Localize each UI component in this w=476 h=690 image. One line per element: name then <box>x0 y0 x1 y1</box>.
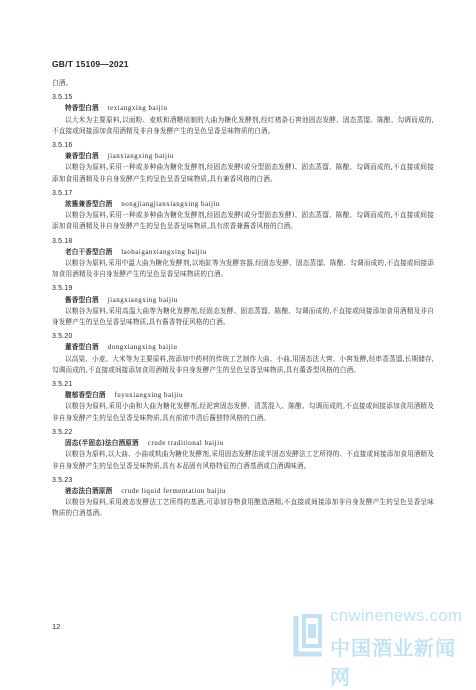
term-pinyin: jianxiangxing baijiu <box>107 152 174 161</box>
entry-number: 3.5.23 <box>52 476 73 484</box>
entry <box>52 379 434 424</box>
term-chinese: 酱香型白酒 <box>65 295 99 304</box>
entry <box>52 92 434 137</box>
term-pinyin: dongxiangxing baijiu <box>107 343 178 352</box>
entry <box>52 140 434 185</box>
term-pinyin: nongjiangjianxiangxing baijiu <box>121 200 220 209</box>
entry-term <box>52 199 434 210</box>
watermark-logo-icon <box>292 610 326 658</box>
entry-number: 3.5.19 <box>52 285 73 293</box>
entry-term <box>52 390 434 401</box>
document-body <box>52 78 434 520</box>
entry-term <box>52 247 434 258</box>
entry-term <box>52 438 434 449</box>
entry-definition: 以粮谷为原料,采用一种或多种曲为糖化发酵剂,经固态发酵(或分型固态发酵)、固态蒸馏、陈酿、勾调而成的,不直接或间接添加食用酒精及非自身发酵产生的呈色呈香呈味物质,具有兼香风格的白酒。 <box>52 163 434 183</box>
entry-term <box>52 151 434 162</box>
entry-number: 3.5.22 <box>52 428 73 436</box>
watermark-url: cnwinenews.com <box>330 606 463 625</box>
term-chinese: 老白干香型白酒 <box>65 247 113 256</box>
term-chinese: 固态(半固态)法白酒原酒 <box>65 439 139 448</box>
entry-definition: 以高粱、小麦、大米等为主要原料,按添加中药材的传统工艺制作大曲、小曲,用固态法大窖、小窖发酵,经串香蒸馏,长期储存,勾调而成的,不直接或间接添加食用酒精及非自身发酵产生的呈色呈香呈味物质,具有董香型风格的白酒。 <box>52 354 434 374</box>
entry-definition: 以粮谷为原料,采用小曲和大曲为糖化发酵剂,经泥窖固态发酵、清蒸混入、陈酿、勾调而成的,不直接或间接添加食用酒精及非自身发酵产生的呈色呈香呈味物质,具有前浓中清后酱独特风格的白酒。 <box>52 402 434 422</box>
entry-definition: 以大米为主要原料,以面粉、麦麸和酒糟培制的大曲为糖化发酵剂,经红褚条石窖池固态发酵、固态蒸馏、陈酿、勾调而成的,不直接或间接添加食用酒精及非自身发酵产生的呈色呈香呈味物质的白酒。 <box>52 115 434 135</box>
entry-term <box>52 486 434 497</box>
entry-definition: 以粮谷为原料,采用高温大曲等为糖化发酵剂,经固态发酵、固态蒸馏、陈酿、勾调而成的,不直接或间接添加食用酒精及非自身发酵产生的呈色呈香呈味物质,具有酱香特征风格的白酒。 <box>52 306 434 327</box>
entry <box>52 283 434 328</box>
entry-definition: 以粮谷为原料,采用液态发酵法工艺所得的基酒,可添加谷物食用酿造酒精,不直接或间接添加非自身发酵产生的呈色呈香呈味物质的白酒基酒。 <box>52 498 434 518</box>
entry-definition: 以粮谷为原料,采用中温大曲为糖化发酵剂,以地缸等为发酵容器,经固态发酵、固态蒸馏、陈酿、勾调而成的,不直接或间接添加食用酒精及非自身发酵产生的呈色呈香呈味物质的白酒。 <box>52 259 434 279</box>
entry <box>52 475 434 520</box>
entry <box>52 427 434 472</box>
entry-definition: 以粮谷为原料,采用一种或多种曲为糖化发酵剂,经固态发酵(或分型固态发酵)、固态蒸馏、陈酿、勾调而成的,不直接或间接添加食用酒精及非自身发酵产生的呈色呈香呈味物质,具有浓香兼酱香风格的白酒。 <box>52 211 434 231</box>
entry-term <box>52 342 434 353</box>
entry-definition: 以粮谷为原料,以大曲、小曲或麸曲为糖化发酵剂,采用固态发酵法或半固态发酵法工艺所得的、不直接或间接添加食用酒精及非自身发酵产生的呈色呈香呈味物质,具有本品固有风格特征的白酒基酒或白酒调味酒。 <box>52 450 434 470</box>
watermark-site-name: 中国酒业新闻网 <box>330 636 456 689</box>
continued-text: 白酒。 <box>52 79 73 87</box>
term-pinyin: laobaiganxiangxing baijiu <box>121 247 207 256</box>
page-number: 12 <box>52 622 61 631</box>
entry <box>52 331 434 376</box>
term-pinyin: crude liquid fermentation baijiu <box>121 486 227 495</box>
entry <box>52 236 434 281</box>
term-chinese: 董香型白酒 <box>65 343 99 352</box>
entry <box>52 188 434 233</box>
term-chinese: 兼香型白酒 <box>65 152 99 161</box>
entry-number: 3.5.20 <box>52 333 73 341</box>
term-chinese: 特香型白酒 <box>65 104 99 113</box>
watermark <box>292 604 472 689</box>
entry-number: 3.5.18 <box>52 237 73 245</box>
term-chinese: 浓酱兼香型白酒 <box>65 200 113 209</box>
term-pinyin: fuyuxiangxing baijiu <box>114 391 183 400</box>
standard-code: GB/T 15109—2021 <box>52 59 129 69</box>
entry-number: 3.5.17 <box>52 189 73 197</box>
term-pinyin: crude traditional baijiu <box>147 439 224 448</box>
entry-term <box>52 103 434 114</box>
term-pinyin: jiangxiangxing baijiu <box>107 295 178 304</box>
term-chinese: 液态法白酒原酒 <box>65 486 113 495</box>
term-chinese: 馥郁香型白酒 <box>65 391 106 400</box>
term-pinyin: texiangxing baijiu <box>107 104 168 113</box>
entry-number: 3.5.16 <box>52 142 73 150</box>
entry-number: 3.5.21 <box>52 381 73 389</box>
entry-term <box>52 295 434 306</box>
entry-number: 3.5.15 <box>52 94 73 102</box>
